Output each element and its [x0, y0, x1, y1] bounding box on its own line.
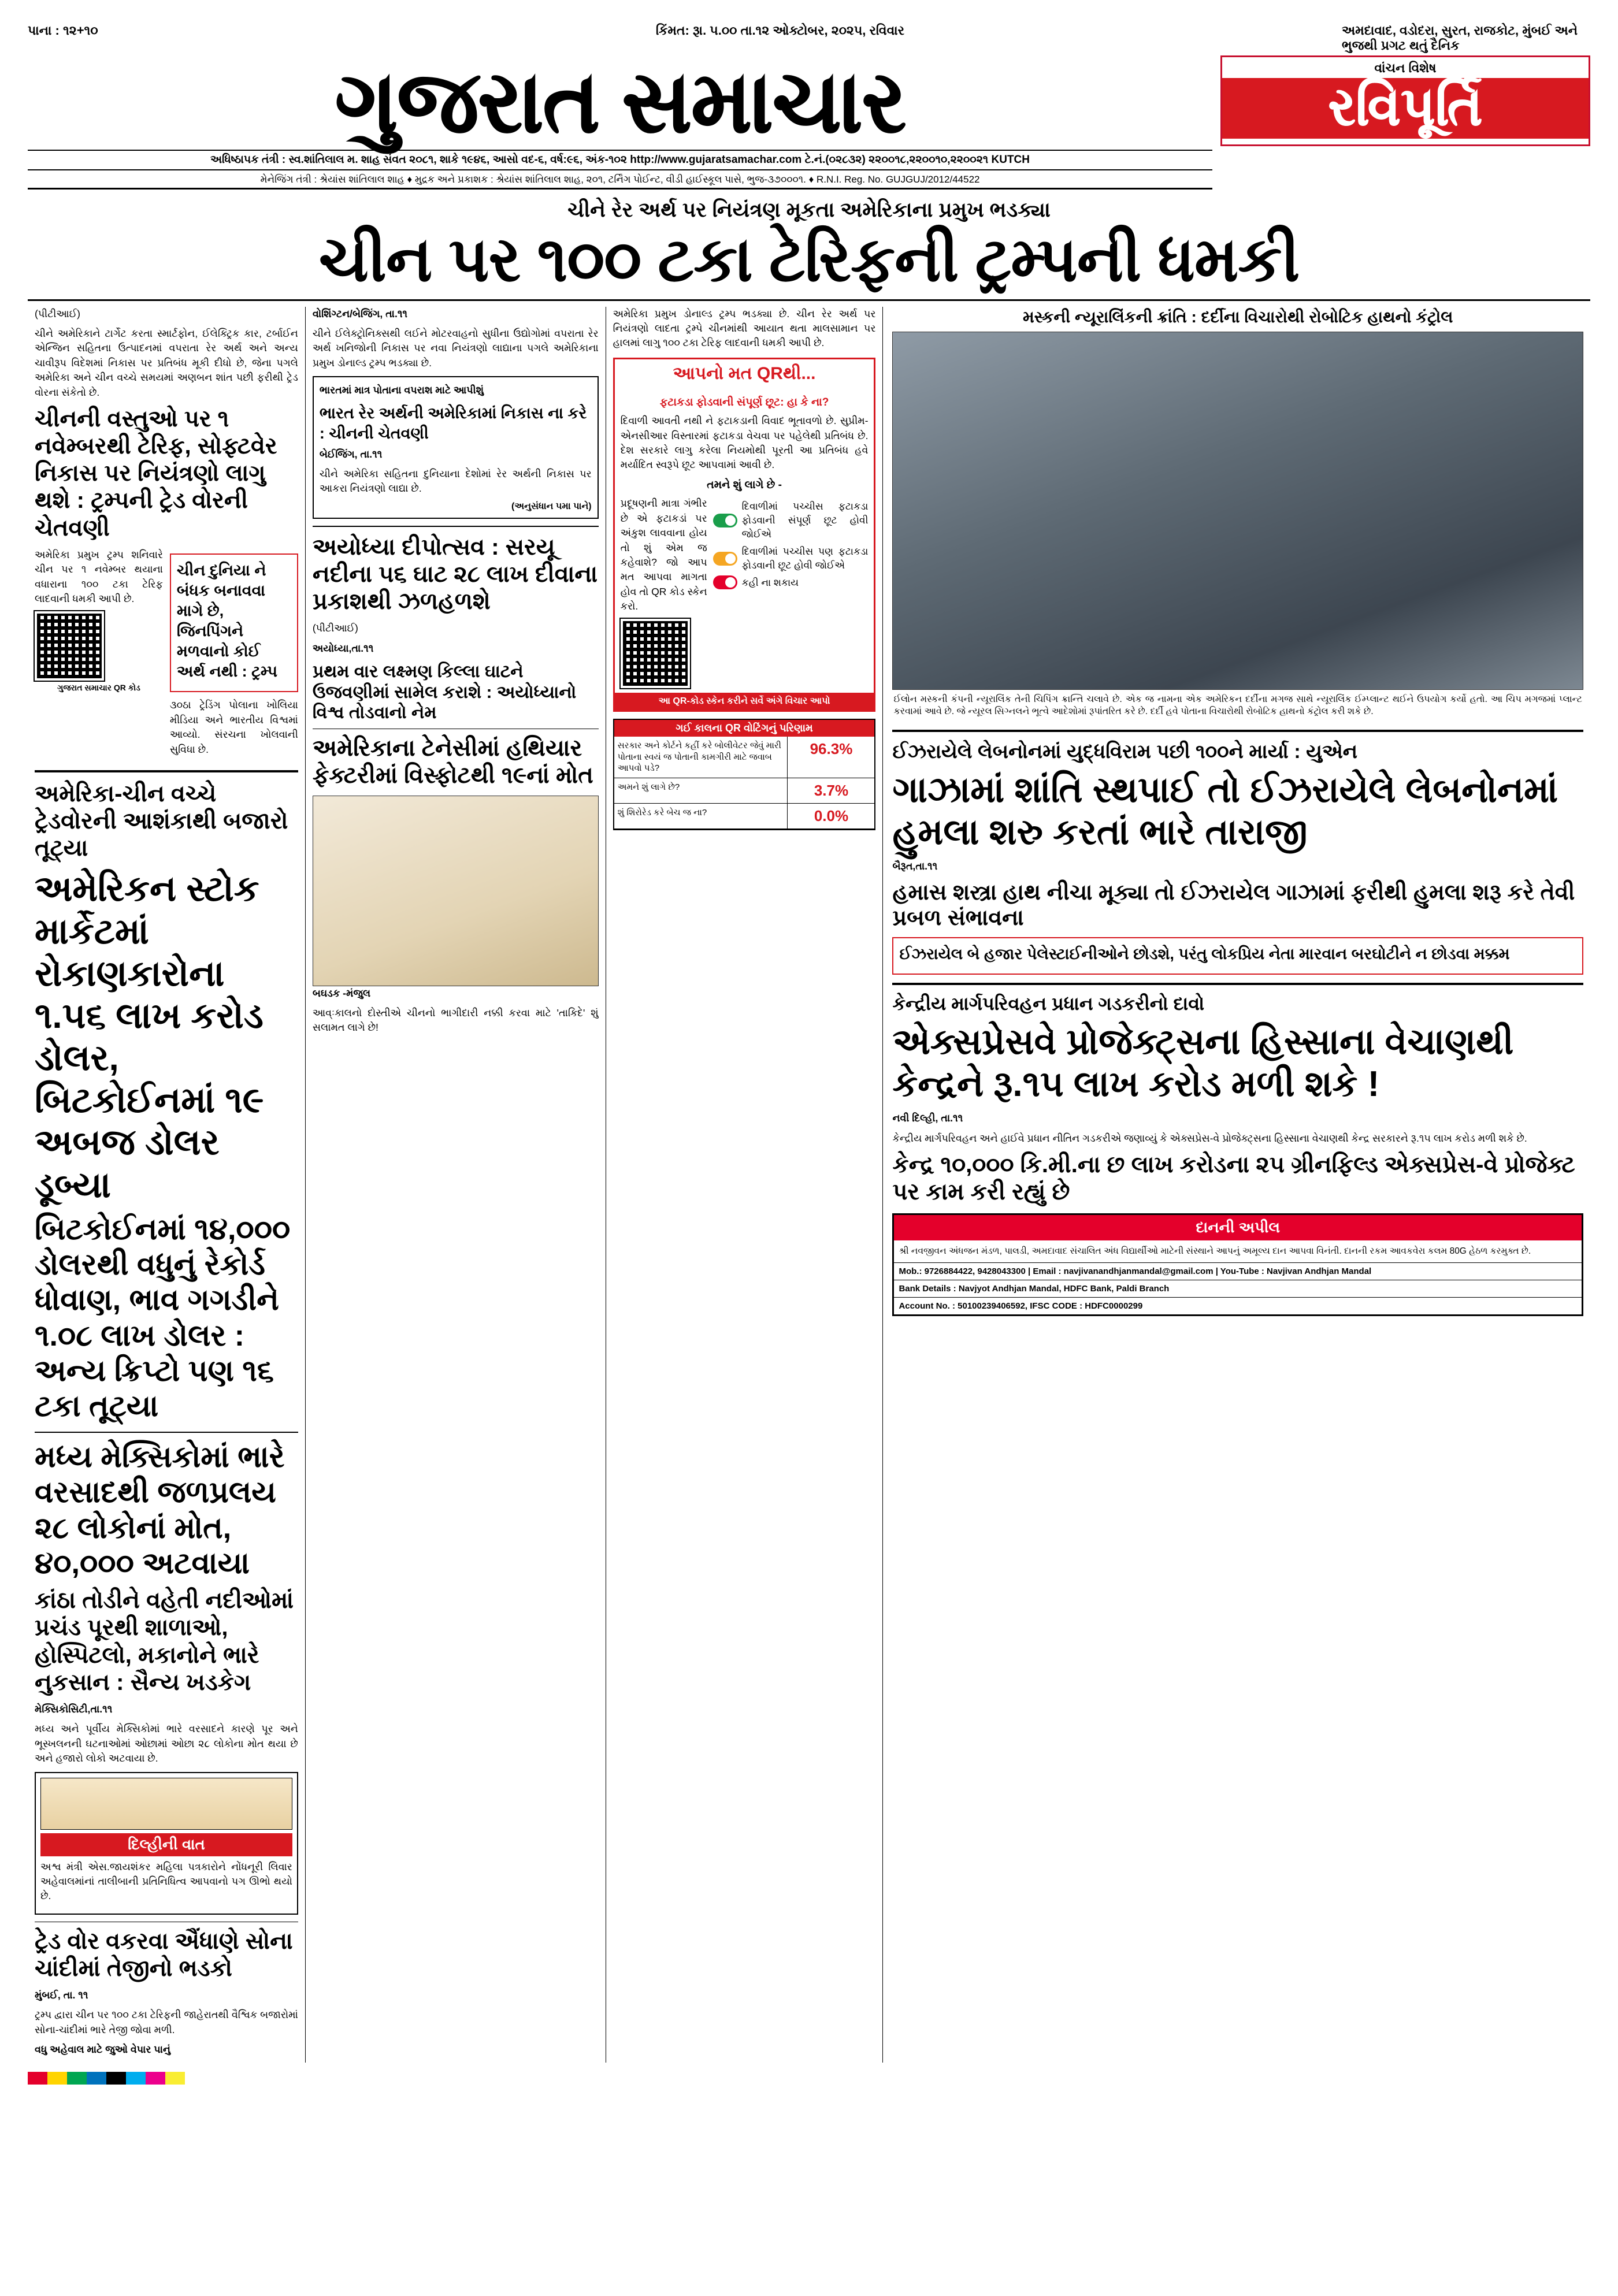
- page-count: પાના : ૧૨+૧૦: [28, 23, 98, 38]
- mexico-text: મધ્ય અને પૂર્વીય મેક્સિકોમાં ભારે વરસાદને કારણે પૂર અને ભૂસ્ખલનની ઘટનાઓમાં ઓછામાં ઓછા ૨૮ લોકોના મોત થયા છે અને હજારો લોકો અટવાયા છે.: [35, 1723, 298, 1764]
- side-note: અમેરિકા પ્રમુખ ટ્રમ્પ શનિવારે ચીન પર ૧ નવેમ્બર થયાના વધારાના ૧૦૦ ટકા ટેરિફ લાદવાની ધમકી આપી છે.: [35, 548, 163, 604]
- donation-contacts: Mob.: 9726884422, 9428043300 | Email : navjivanandhjanmandal@gmail.com | You-Tube : Navjivan Andhjan Mandal: [894, 1262, 1582, 1280]
- survey-qr-code-icon[interactable]: [621, 619, 690, 688]
- gold-footer: વધુ અહેવાલ માટે જુઓ વેપાર પાનું: [35, 2044, 170, 2056]
- trump-quote-note: ૩૦ઠા ટ્રેડિંગ પોલાના ખોલિયા મીડિયા અને ભારતીય વિશ્વમાં આવ્યો. સંરચના ખોલવાની સુવિધા છે.: [169, 699, 298, 755]
- survey-option-2[interactable]: [713, 545, 869, 573]
- qr-block-gs: [35, 611, 163, 693]
- delhi-ni-vat-box: [35, 1772, 298, 1915]
- donation-header: દાનની અપીલ: [894, 1215, 1582, 1240]
- continued-note: (અનુસંધાન ૫મા પાને): [511, 501, 592, 511]
- masthead-subline: [28, 150, 1212, 170]
- table-row: [614, 778, 875, 804]
- israel-headline: ગાઝામાં શાંતિ સ્થપાઈ તો ઈઝરાયેલે લેબનોનમાં હુમલા શરુ કરતાં ભારે તારાજી: [892, 770, 1558, 853]
- donation-account: Account No. : 50100239406592, IFSC CODE : HDFC0000299: [894, 1297, 1582, 1314]
- neuralink-photo-title: મસ્કની ન્યૂરાલિંકની ક્રાંતિ : દર્દીના વિચારોથી રોબોટિક હાથનો કંટ્રોલ: [1022, 307, 1453, 326]
- masthead-top-line: [28, 23, 1590, 55]
- column-4: [882, 307, 1590, 2063]
- survey-text: દિવાળી આવતી નથી ને ફટાકડાની વિવાદ ભૂતાવળો છે. સુપ્રીમ-એનસીઆર વિસ્તારમાં ફટાકડા વેચવા પર પહેલેથી પ્રતિબંધ છે. દેશ સરકારે લાગુ કરેલા નિયમોથી પૂરતી આ પ્રતિબંધ હવે મર્યાદિત સ્વરૂપે છૂટ આપવામાં આવી છે.: [620, 415, 869, 471]
- edition-city: KUTCH: [991, 154, 1030, 166]
- israel-subhead: હમાસ શસ્ત્રા હાથ નીચા મૂક્યા તો ઈઝરાયેલ ગાઝામાં ફરીથી હુમલા શરૂ કરે તેવી પ્રબળ સંભાવના: [892, 880, 1575, 931]
- subhead-tariff: ચીનની વસ્તુઓ પર ૧ નવેમ્બરથી ટેરિફ, સોફ્ટવેર નિકાસ પર નિયંત્રણો લાગુ થશે : ટ્રમ્પની ટ્રેડ વોરની ચેતવણી: [35, 406, 277, 541]
- survey-option-3-label: કહી ના શકાય: [741, 577, 799, 588]
- trump-quote-head: ચીન દુનિયા ને બંધક બનાવવા માગે છે, જિનપિંગને મળવાનો કોઈ અર્થ નથી : ટ્રમ્પ: [176, 561, 278, 681]
- masthead: [28, 55, 1590, 190]
- ayodhya-dateline: અયોધ્યા,તા.૧૧: [312, 642, 374, 654]
- qr-survey-box: [613, 358, 876, 712]
- delhi-ni-vat-title: દિલ્હીની વાત: [40, 1833, 292, 1856]
- result-question-1: સરકાર અને કોર્ટને કહીં કરે બોલીવેટર જેવું મારી પોતાના સ્વયં જ પોતાની કામગીરી માટે જવાબ આપવો પડે?: [614, 737, 788, 778]
- survey-results-table: [613, 719, 876, 830]
- masthead-subline-text: અધિષ્ઠાપક તંત્રી : સ્વ.શાંતિલાલ મ. શાહ સંવત ૨૦૮૧, શાકે ૧૯૪૬, આસો વદ-૬, વર્ષ:૯૬, અંક-૧૦૨ http://www.gujaratsamachar.com ટે.નં.(૦૨૮૩૨) ૨૨૦૦૧૮,૨૨૦૦૧૦,૨૨૦૦૨૧: [210, 154, 989, 166]
- price-date: કિંમત: રૂા. ૫.૦૦ તા.૧૨ ઓક્ટોબર, ૨૦૨૫, રવિવાર: [655, 23, 905, 38]
- trump-quote-box: [170, 553, 298, 693]
- israel-dateline: બૈરૂત,તા.૧૧: [892, 860, 938, 872]
- result-value-3: 0.0%: [814, 807, 849, 824]
- results-header: ગઈ કાલના QR વોટિંગનું પરિણામ: [614, 720, 875, 737]
- result-question-2: અમને શું લાગે છે?: [614, 778, 788, 803]
- mexico-headline: મધ્ય મેક્સિકોમાં ભારે વરસાદથી જળપ્રલય ૨૮ લોકોનાં મોત, ૪૦,૦૦૦ અટવાયા: [35, 1440, 285, 1580]
- gold-dateline: મુંબઈ, તા. ૧૧: [35, 1989, 88, 2001]
- gadkari-headline: એક્સપ્રેસવે પ્રોજેક્ટ્સના હિસ્સાના વેચાણથી કેન્દ્રને રૂ.૧૫ લાખ કરોડ મળી શકે !: [892, 1022, 1514, 1105]
- israel-kicker: ઈઝરાયેલે લેબનોનમાં યુદ્ધવિરામ પછી ૧૦૦ને માર્યા : યુએન: [892, 740, 1358, 763]
- ayodhya-headline: અયોધ્યા દીપોત્સવ : સરયૂ નદીના ૫૬ ઘાટ ૨૮ લાખ દીવાના પ્રકાશથી ઝળહળશે: [312, 534, 598, 615]
- table-row: [614, 804, 875, 829]
- india-box-dateline: બેઈજિંગ, તા.૧૧: [319, 448, 383, 460]
- donation-appeal-box: [892, 1213, 1583, 1316]
- donation-text: શ્રી નવજીવન અંધજન મંડળ, પાલડી, અમદાવાદ સંચાલિત અંધ વિદ્યાર્થીઓ માટેની સંસ્થાને આપનું અમૂલ્ય દાન આપવા વિનંતી. દાનની રકમ આવકવેરા કલમ 80G હેઠળ કરમુક્ત છે.: [899, 1246, 1531, 1256]
- gadkari-kicker: કેન્દ્રીય માર્ગપરિવહન પ્રધાન ગડકરીનો દાવો: [892, 993, 1205, 1015]
- survey-footer: આ QR-કોડ સ્કેન કરીને સર્વે અંગે વિચાર આપો: [615, 693, 874, 710]
- mexico-dateline: મેક્સિકોસિટી,તા.૧૧: [35, 1703, 113, 1715]
- column3-lead: અમેરિકા પ્રમુખ ડોનાલ્ડ ટ્રમ્પ ભડક્યા છે. ચીન રેર અર્થ પર નિયંત્રણો લાદતા ટ્રમ્પે ચીનમાંથી આયાત થતા માલસામાન પર હાલમાં લાગુ ૧૦૦ ટકા ટેરિફ લાદવાની ધમકી આપી છે.: [613, 307, 876, 349]
- lead-headline: ચીન પર ૧૦૦ ટકા ટેરિફની ટ્રમ્પની ધમકી: [28, 226, 1590, 301]
- neuralink-photo-caption: ઈલોન મસ્કની કંપની ન્યૂરાલિંક તેની ચિપિંગ ક્રાન્તિ ચલાવે છે. એક જ નામના એક અમેરિકન દર્દીના મગજ સાથે ન્યૂરાલિંક ઈમ્પ્લાન્ટ થઈને ઉપયોગ કર્યો હતો. આ ચિપ મગજમાં પ્લાન્ટ કરવામાં આવે છે. જે ન્યૂરલ સિગ્નલને ભૂત્વે આદેશોમાં રૂપાંતરિત કરે છે. દર્દી હવે પોતાના વિચારોથી રોબોટિક હાથનો કંટ્રોલ કરી શકે છે.: [893, 694, 1583, 717]
- market-kicker: અમેરિકા-ચીન વચ્ચે ટ્રેડવોરની આશંકાથી બજારો તૂટ્યા: [35, 781, 288, 861]
- india-box-head: ભારત રેર અર્થની અમેરિકામાં નિકાસ ના કરે : ચીનની ચેતવણી: [319, 404, 587, 442]
- survey-option-1[interactable]: [713, 500, 869, 541]
- lead-source: (પીટીઆઈ): [35, 307, 80, 319]
- mexico-subhead: કાંઠા તોડીને વહેતી નદીઓમાં પ્રચંડ પૂરથી શાળાઓ, હોસ્પિટલો, મકાનોને ભારે નુકસાન : સૈન્ય ખડકેગ: [35, 1588, 294, 1695]
- delhi-ni-vat-text: અશ્વ મંત્રી એસ.જાયશંકર મહિલા પત્રકારોને નોંધનૂરી લિવાર અહેવાલમાંનાં તાલીબાની પ્રતિનિધિત્વ આપવાનો પગ ઊભો થયો છે.: [40, 1860, 292, 1902]
- tennessee-headline: અમેરિકાના ટેનેસીમાં હથિયાર ફેક્ટરીમાં વિસ્ફોટથી ૧૯નાં મોત: [312, 735, 593, 789]
- ravipurti-logo: [1220, 55, 1590, 146]
- result-value-1: 96.3%: [810, 740, 853, 758]
- result-value-2: 3.7%: [814, 781, 849, 799]
- column-2: [305, 307, 606, 2063]
- lead-kicker: ચીને રેર અર્થ પર નિયંત્રણ મૂકતા અમેરિકાના પ્રમુખ ભડક્યા: [567, 198, 1051, 221]
- donation-bank: Bank Details : Navjyot Andhjan Mandal, HDFC Bank, Paldi Branch: [894, 1280, 1582, 1297]
- column-1: [28, 307, 305, 2063]
- paper-title: ગુજરાત સમાચાર: [335, 53, 906, 150]
- cartoon-signature: બઘડક -મંજુલ: [312, 987, 371, 999]
- qr-code-icon[interactable]: [35, 611, 104, 681]
- bitcoin-headline: બિટકોઈનમાં ૧૪,૦૦૦ ડોલરથી વધુનું રેકોર્ડ ધોવાણ, ભાવ ગગડીને ૧.૦૮ લાખ ડોલર : અન્ય ક્રિપ્ટો પણ ૧૬ ટકા તૂટ્યા: [35, 1212, 291, 1424]
- survey-option-3[interactable]: [713, 575, 869, 589]
- china-dateline: વોશિંગ્ટન/બેજિંગ, તા.૧૧: [312, 307, 407, 319]
- ravipurti-tag: વાંચન વિશેષ: [1374, 61, 1437, 75]
- survey-header: આપનો મત QRથી...: [615, 359, 874, 386]
- india-box-text: ચીને અમેરિકા સહિતના દુનિયાના દેશોમાં રેર અર્થની નિકાસ પર આકરા નિયંત્રણો લાદ્યા છે.: [319, 468, 592, 495]
- ayodhya-subhead: પ્રથમ વાર લક્ષ્મણ કિલ્લા ઘાટને ઉજવણીમાં સામેલ કરાશે : અયોધ્યાનો વિશ્વ તોડવાનો નેમ: [312, 662, 577, 722]
- survey-title: ફટાકડા ફોડવાની સંપૂર્ણ છૂટ: હા કે ના?: [659, 396, 829, 408]
- masthead-subline2: મેનેજિંગ તંત્રી : શ્રેયાંસ શાંતિલાલ શાહ ♦ મુદ્રક અને પ્રકાશક : શ્રેયાંસ શાંતિલાલ શાહ, ૨૦૧, ટર્નિંગ પોઈન્ટ, વીડી હાઈસ્કૂલ પાસે, ભુજ-૩૭૦૦૦૧. ♦ R.N.I. Reg. No. GUJGUJ/2012/44522: [28, 170, 1212, 190]
- toggle-icon-no[interactable]: [713, 575, 737, 589]
- column-3: [606, 307, 883, 2063]
- india-box-title: ભારતમાં માત્ર પોતાના વપરાશ માટે આપીશું: [319, 384, 484, 396]
- survey-question: તમને શું લાગે છે -: [707, 478, 782, 491]
- cartoon-caption: આવ્ઃકાલનો દોસ્તીએ ચીનનો ભાગીદારી નક્કી કરવા માટે 'તાકિદે' શું સલામત લાગે છે!: [312, 1007, 599, 1034]
- market-headline: અમેરિકન સ્ટોક માર્કેટમાં રોકાણકારોના ૧.૫૬ લાખ કરોડ ડોલર, બિટકોઈનમાં ૧૯ અબજ ડોલર ડૂબ્યા: [35, 869, 264, 1205]
- toggle-icon-yes[interactable]: [713, 514, 737, 527]
- survey-option-2-label: દિવાળીમાં પચ્ચીસ પણ ફટાકડા ફોડવાની છૂટ હોવી જોઈએ: [741, 545, 869, 571]
- gold-headline: ટ્રેડ વોર વકરવા ઐંધાણે સોના ચાંદીમાં તેજીનો ભડકો: [35, 1928, 293, 1981]
- gadkari-text: કેન્દ્રીય માર્ગપરિવહન અને હાઈવે પ્રધાન નીતિન ગડકરીએ જણાવ્યું કે એક્સપ્રેસ-વે પ્રોજેક્ટ્સના હિસ્સાના વેચાણથી કેન્દ્ર સરકારને રૂ.૧૫ લાખ કરોડ મળી શકે છે.: [892, 1132, 1527, 1144]
- qr-caption: ગુજરાત સમાચાર QR કોડ: [57, 683, 140, 693]
- china-text: ચીને ઈલેક્ટ્રોનિક્સથી લઈને મોટરવાહનો સુધીના ઉદ્યોગોમાં વપરાતા રેર અર્થ ખનિજોની નિકાસ પર નવા નિયંત્રણો લાદ્યાના પગલે અમેરિકાના પ્રમુખ ડોનાલ્ડ ટ્રમ્પ ભડક્યા છે.: [312, 328, 599, 369]
- toggle-icon-partial[interactable]: [713, 552, 737, 566]
- survey-note: પ્રદૂષણની માત્રા ગંભીર છે એ ફટાકડાં પર અંકુશ લાવવાના હોય તો શું એમ જ કહેવાશે? જો આપ મત આપવા માગતા હોવ તો QR કોડ સ્કેન કરો.: [620, 497, 707, 612]
- gadkari-subhead: કેન્દ્ર ૧૦,૦૦૦ કિ.મી.ના છ લાખ કરોડના ૨૫ ગ્રીનફિલ્ડ એક્સપ્રેસ-વે પ્રોજેક્ટ પર કામ કરી રહ્યું છે: [892, 1152, 1575, 1205]
- lead-para-1: ચીને અમેરિકાને ટાર્ગેટ કરતા સ્માર્ટફોન, ઈલેક્ટ્રિક કાર, ટર્બાઈન એન્જિન સહિતના ઉત્પાદનમાં વપરાતા રેર અર્થ અને અન્ય ચાવીરૂપ વિદેશમાં નિકાસ પર પ્રતિબંધ મૂકી દીધો છે, જેના પગલે અમેરિકા અને ચીન વચ્ચે સમયમાં અણબન શાંત પછી ફરીથી ટ્રેડ વોરના સંકેતો છે.: [35, 328, 298, 398]
- table-row: [614, 737, 875, 778]
- neuralink-photo: [892, 332, 1583, 690]
- result-question-3: શું શિરોરેડ કરે બેચ જ ના?: [614, 804, 788, 829]
- gadkari-dateline: નવી દિલ્હી, તા.૧૧: [892, 1112, 963, 1124]
- content-columns: [28, 307, 1590, 2063]
- survey-option-1-label: દિવાળીમાં પચ્ચીસ ફટાકડા ફોડવાની સંપૂર્ણ છૂટ હોવી જોઈએ: [741, 501, 869, 540]
- israel-prisoner-box: [892, 937, 1583, 975]
- ayodhya-source: (પીટીઆઈ): [312, 622, 358, 634]
- gold-text: ટ્રમ્પ દ્વારા ચીન પર ૧૦૦ ટકા ટેરિફની જાહેરાતથી વૈશ્વિક બજારોમાં સોના-ચાંદીમાં ભારે તેજી જોવા મળી.: [35, 2009, 298, 2035]
- cartoon-image: [313, 796, 599, 986]
- ravipurti-title: રવિપૂર્તિ: [1222, 78, 1589, 139]
- delhi-illustration: [40, 1778, 292, 1830]
- israel-box-text: ઈઝરાયેલ બે હજાર પેલેસ્ટાઈનીઓને છોડશે, પરંતુ લોકપ્રિય નેતા મારવાન બરઘોટીને ન છોડવા મક્કમ: [899, 945, 1510, 963]
- editions: અમદાવાદ, વડોદરા, સુરત, રાજકોટ, મુંબઈ અને ભુજથી પ્રગટ થતું દૈનિક: [1342, 23, 1578, 53]
- india-rare-earth-box: [313, 376, 599, 519]
- print-color-bar: [28, 2072, 1590, 2085]
